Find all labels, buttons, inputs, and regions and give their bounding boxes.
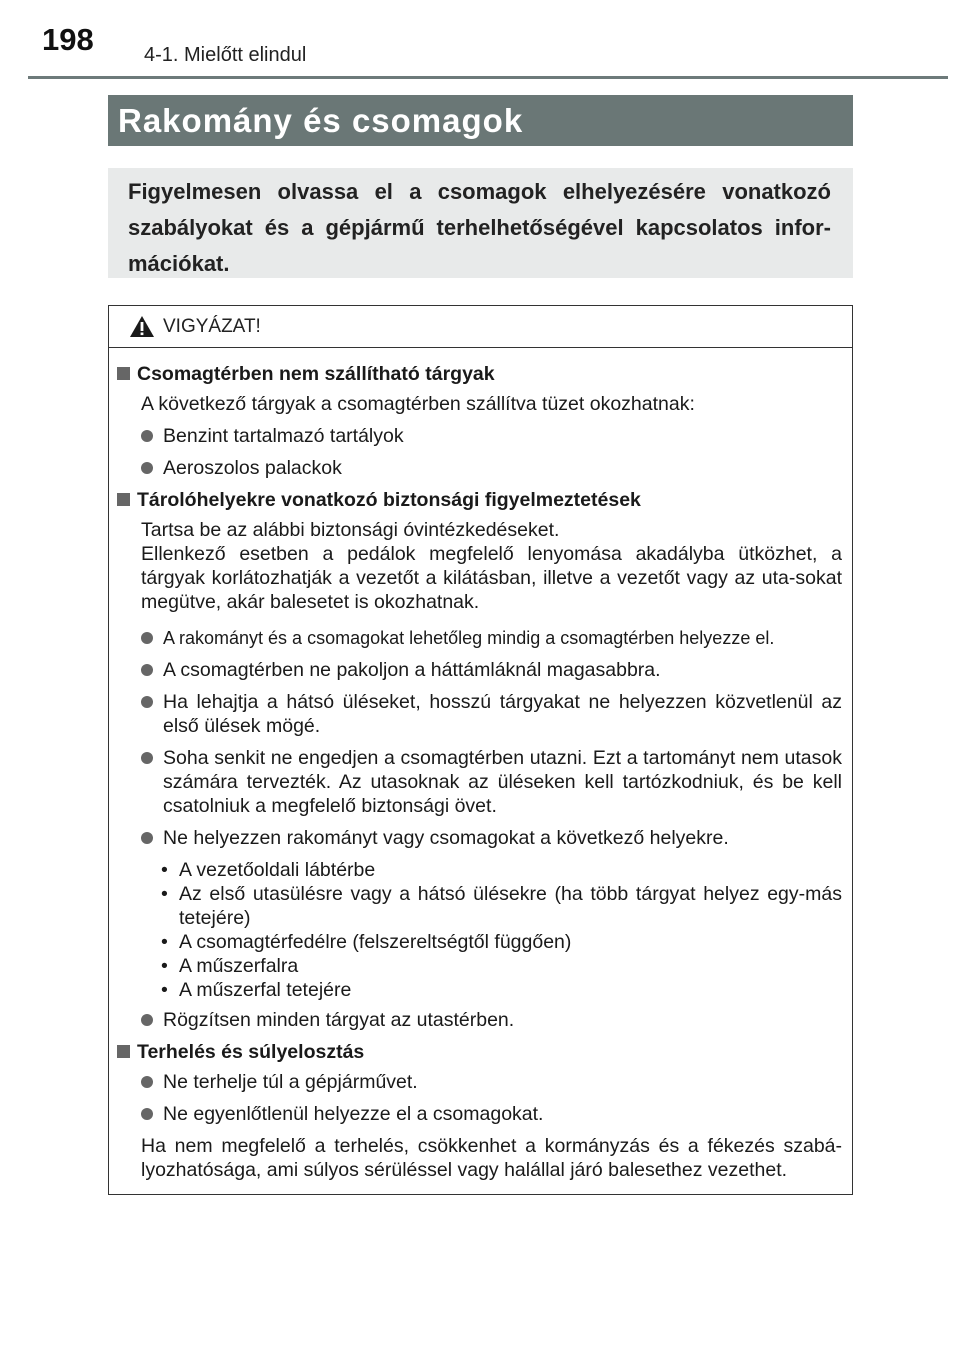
- paragraph: Tartsa be az alábbi biztonsági óvintézkedéseket.: [141, 519, 560, 541]
- square-bullet-icon: [117, 1045, 130, 1058]
- round-bullet-icon: [141, 632, 153, 644]
- page-number: 198: [42, 22, 94, 57]
- list-item: [117, 626, 842, 650]
- list-item: [117, 690, 842, 738]
- sub-list-item: [117, 882, 842, 930]
- warning-triangle-icon: [129, 315, 155, 338]
- list-item-text: A rakományt és a csomagokat lehetőleg mindig a csomagtérben helyezze el.: [163, 628, 775, 648]
- round-bullet-icon: [141, 1108, 153, 1120]
- paragraph: Ha nem megfelelő a terhelés, csökkenhet a kormányzás és a fékezés szabá-lyozhatósága, ami súlyos sérüléssel vagy halállal járó balesethez vezethet.: [141, 1135, 842, 1181]
- warning-body: [109, 348, 852, 1182]
- sub-list-item-text: A csomagtérfedélre (felszereltségtől függően): [179, 931, 572, 953]
- sub-list-item: [117, 858, 842, 882]
- round-bullet-icon: [141, 1014, 153, 1026]
- list-item: [117, 746, 842, 818]
- round-bullet-icon: [141, 696, 153, 708]
- sub-list-item: [117, 930, 842, 954]
- list-item-text: Ha lehajtja a hátsó üléseket, hosszú tárgyakat ne helyezzen közvetlenül az első ülések mögé.: [163, 691, 842, 737]
- header-rule: [28, 76, 948, 79]
- list-item: [117, 456, 842, 480]
- list-item-text: Ne helyezzen rakományt vagy csomagokat a következő helyekre.: [163, 827, 729, 849]
- list-item-text: Aeroszolos palackok: [163, 457, 342, 479]
- list-item: [117, 1008, 842, 1032]
- sub-list-item-text: Az első utasülésre vagy a hátsó ülésekre (ha több tárgyat helyez egy-más tetejére): [179, 883, 842, 929]
- sub-bullet: •: [161, 955, 168, 977]
- sub-bullet: •: [161, 931, 168, 953]
- list-item: [117, 658, 842, 682]
- section-label: 4-1. Mielőtt elindul: [144, 44, 307, 66]
- paragraph: A következő tárgyak a csomagtérben szállítva tüzet okozhatnak:: [141, 393, 695, 415]
- round-bullet-icon: [141, 752, 153, 764]
- section-heading: [117, 488, 842, 512]
- round-bullet-icon: [141, 1076, 153, 1088]
- warning-box: [108, 305, 853, 1195]
- list-item-text: Ne egyenlőtlenül helyezze el a csomagokat.: [163, 1103, 544, 1125]
- section-heading-text: Tárolóhelyekre vonatkozó biztonsági figyelmeztetések: [137, 489, 641, 511]
- page-title: Rakomány és csomagok: [108, 95, 853, 146]
- paragraph: Ellenkező esetben a pedálok megfelelő lenyomása akadályba ütközhet, a tárgyak korlátozhatják a vezetőt a kilátásban, illetve a vezetőt vagy az uta-sokat megütve, akár balesetet is okozhatnak.: [141, 543, 842, 613]
- round-bullet-icon: [141, 462, 153, 474]
- sub-list-item-text: A vezetőoldali lábtérbe: [179, 859, 376, 881]
- section-heading: [117, 362, 842, 386]
- section-heading: [117, 1040, 842, 1064]
- list-item-text: Benzint tartalmazó tartályok: [163, 425, 404, 447]
- list-item: [117, 1102, 842, 1126]
- sub-list-item-text: A műszerfal tetejére: [179, 979, 352, 1001]
- warning-header: [109, 306, 852, 348]
- sub-bullet: •: [161, 883, 168, 905]
- square-bullet-icon: [117, 493, 130, 506]
- list-item-text: Soha senkit ne engedjen a csomagtérben utazni. Ezt a tartományt nem utasok számára tervezték. Az utasoknak az üléseken kell tartózkodniuk, és be kell csatolniuk a megfelelő biztonsági övet.: [163, 747, 842, 817]
- intro-text: Figyelmesen olvassa el a csomagok elhelyezésére vonatkozó szabályokat és a gépjármű terhelhetőségével kapcsolatos infor-mációkat.: [128, 179, 831, 276]
- sub-list-item-text: A műszerfalra: [179, 955, 299, 977]
- warning-label: VIGYÁZAT!: [163, 315, 261, 337]
- sub-bullet: •: [161, 979, 168, 1001]
- round-bullet-icon: [141, 832, 153, 844]
- list-item-text: A csomagtérben ne pakoljon a háttámláknál magasabbra.: [163, 659, 661, 681]
- square-bullet-icon: [117, 367, 130, 380]
- list-item: [117, 1070, 842, 1094]
- list-item: [117, 826, 842, 850]
- list-item: [117, 424, 842, 448]
- list-item-text: Ne terhelje túl a gépjárművet.: [163, 1071, 418, 1093]
- sub-bullet: •: [161, 859, 168, 881]
- sub-list-item: [117, 978, 842, 1002]
- list-item-text: Rögzítsen minden tárgyat az utastérben.: [163, 1009, 515, 1031]
- intro-box: [108, 168, 853, 278]
- section-heading-text: Terhelés és súlyelosztás: [137, 1041, 365, 1063]
- sub-list-item: [117, 954, 842, 978]
- round-bullet-icon: [141, 430, 153, 442]
- round-bullet-icon: [141, 664, 153, 676]
- section-heading-text: Csomagtérben nem szállítható tárgyak: [137, 363, 495, 385]
